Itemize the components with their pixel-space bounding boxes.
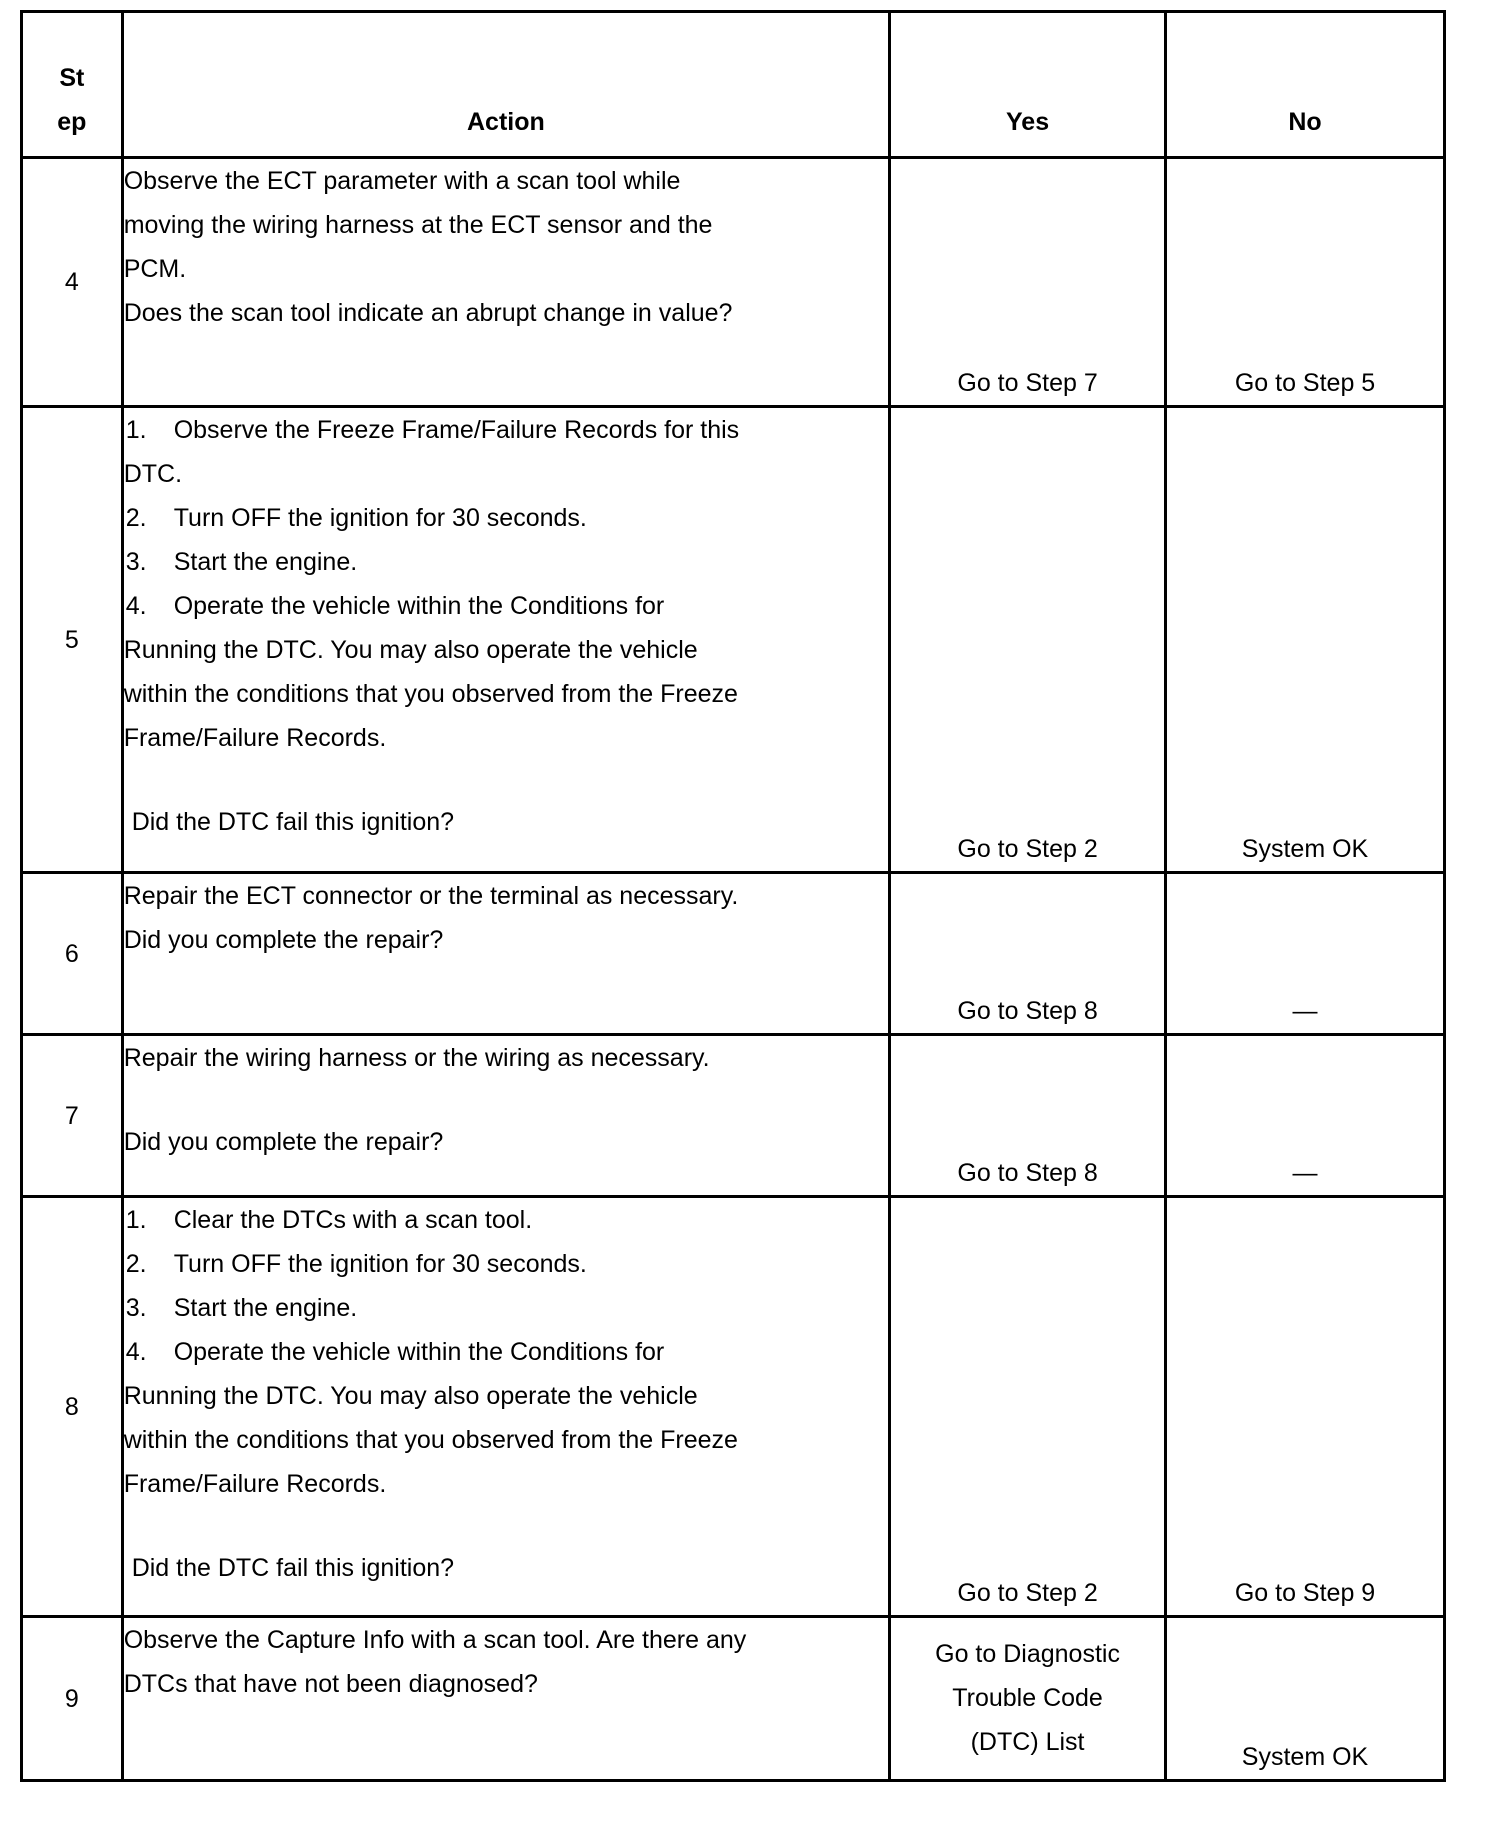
step-header xyxy=(22,12,123,158)
list-text: Start the engine. xyxy=(173,1294,358,1322)
no-cell: Go to Step 5 xyxy=(1166,158,1445,407)
action-line: moving the wiring harness at the ECT sensor and the xyxy=(123,211,713,239)
action-list-item xyxy=(124,496,888,540)
action-list-item xyxy=(124,1242,888,1286)
list-number: 3. xyxy=(125,1294,147,1322)
step-header-line1: St xyxy=(59,64,85,92)
action-list-continuation: DTC. xyxy=(123,460,183,488)
action-list-item xyxy=(124,408,888,452)
yes-header: Yes xyxy=(890,12,1166,158)
diagnostic-table xyxy=(20,10,1446,1782)
action-cell xyxy=(122,1617,889,1781)
table-row xyxy=(22,407,1445,873)
no-cell: System OK xyxy=(1166,1617,1445,1781)
list-text: Operate the vehicle within the Conditions for xyxy=(173,1338,665,1366)
yes-line: Go to Diagnostic xyxy=(935,1640,1120,1668)
header-row xyxy=(22,12,1445,158)
table-row xyxy=(22,873,1445,1035)
action-question: Does the scan tool indicate an abrupt change in value? xyxy=(123,299,733,327)
action-cell xyxy=(122,1197,889,1617)
action-line: Observe the ECT parameter with a scan tool while xyxy=(123,167,681,195)
action-cell xyxy=(122,873,889,1035)
no-cell: — xyxy=(1166,1035,1445,1197)
yes-line: (DTC) List xyxy=(970,1728,1085,1756)
action-list-item xyxy=(124,1330,888,1374)
action-list-continuation: Running the DTC. You may also operate the vehicle xyxy=(123,1382,698,1410)
action-line: PCM. xyxy=(123,255,187,283)
spacer xyxy=(124,1080,888,1120)
action-list-continuation: within the conditions that you observed from the Freeze xyxy=(123,680,738,708)
spacer xyxy=(124,760,888,800)
list-text: Operate the vehicle within the Conditions for xyxy=(173,592,665,620)
list-number: 1. xyxy=(125,416,147,444)
step-number: 6 xyxy=(22,873,123,1035)
action-list-item xyxy=(124,584,888,628)
list-number: 4. xyxy=(125,592,147,620)
action-list-item xyxy=(124,1198,888,1242)
spacer xyxy=(124,1506,888,1546)
yes-cell: Go to Step 7 xyxy=(890,158,1166,407)
list-number: 3. xyxy=(125,548,147,576)
list-number: 1. xyxy=(125,1206,147,1234)
table-row xyxy=(22,1197,1445,1617)
action-list-item xyxy=(124,540,888,584)
no-cell: System OK xyxy=(1166,407,1445,873)
step-number: 7 xyxy=(22,1035,123,1197)
yes-cell xyxy=(890,1617,1166,1781)
action-line: Observe the Capture Info with a scan tool. Are there any xyxy=(123,1626,747,1654)
yes-cell: Go to Step 2 xyxy=(890,1197,1166,1617)
no-cell: — xyxy=(1166,873,1445,1035)
action-line: Repair the ECT connector or the terminal as necessary. xyxy=(123,882,739,910)
list-text: Turn OFF the ignition for 30 seconds. xyxy=(173,1250,587,1278)
no-header: No xyxy=(1166,12,1445,158)
action-list-continuation: Frame/Failure Records. xyxy=(123,1470,387,1498)
list-text: Clear the DTCs with a scan tool. xyxy=(173,1206,533,1234)
action-question: DTCs that have not been diagnosed? xyxy=(123,1670,538,1698)
action-header: Action xyxy=(122,12,889,158)
yes-cell: Go to Step 8 xyxy=(890,1035,1166,1197)
yes-cell: Go to Step 2 xyxy=(890,407,1166,873)
action-cell xyxy=(122,407,889,873)
list-text: Observe the Freeze Frame/Failure Records for this xyxy=(173,416,740,444)
step-number: 4 xyxy=(22,158,123,407)
action-list-continuation: Frame/Failure Records. xyxy=(123,724,387,752)
step-number: 9 xyxy=(22,1617,123,1781)
action-question: Did the DTC fail this ignition? xyxy=(131,1554,455,1582)
action-question: Did the DTC fail this ignition? xyxy=(131,808,455,836)
list-text: Turn OFF the ignition for 30 seconds. xyxy=(173,504,587,532)
action-line: Repair the wiring harness or the wiring as necessary. xyxy=(123,1044,710,1072)
table-row xyxy=(22,1617,1445,1781)
action-question: Did you complete the repair? xyxy=(123,926,444,954)
table-row xyxy=(22,1035,1445,1197)
table-row xyxy=(22,158,1445,407)
action-cell xyxy=(122,1035,889,1197)
no-cell: Go to Step 9 xyxy=(1166,1197,1445,1617)
list-number: 2. xyxy=(125,504,147,532)
step-number: 8 xyxy=(22,1197,123,1617)
list-number: 2. xyxy=(125,1250,147,1278)
step-header-line2: ep xyxy=(57,108,87,136)
action-cell xyxy=(122,158,889,407)
yes-line: Trouble Code xyxy=(952,1684,1103,1712)
action-list-continuation: Running the DTC. You may also operate the vehicle xyxy=(123,636,698,664)
action-question: Did you complete the repair? xyxy=(123,1128,444,1156)
action-list-item xyxy=(124,1286,888,1330)
list-text: Start the engine. xyxy=(173,548,358,576)
yes-cell: Go to Step 8 xyxy=(890,873,1166,1035)
step-number: 5 xyxy=(22,407,123,873)
action-list-continuation: within the conditions that you observed from the Freeze xyxy=(123,1426,738,1454)
list-number: 4. xyxy=(125,1338,147,1366)
